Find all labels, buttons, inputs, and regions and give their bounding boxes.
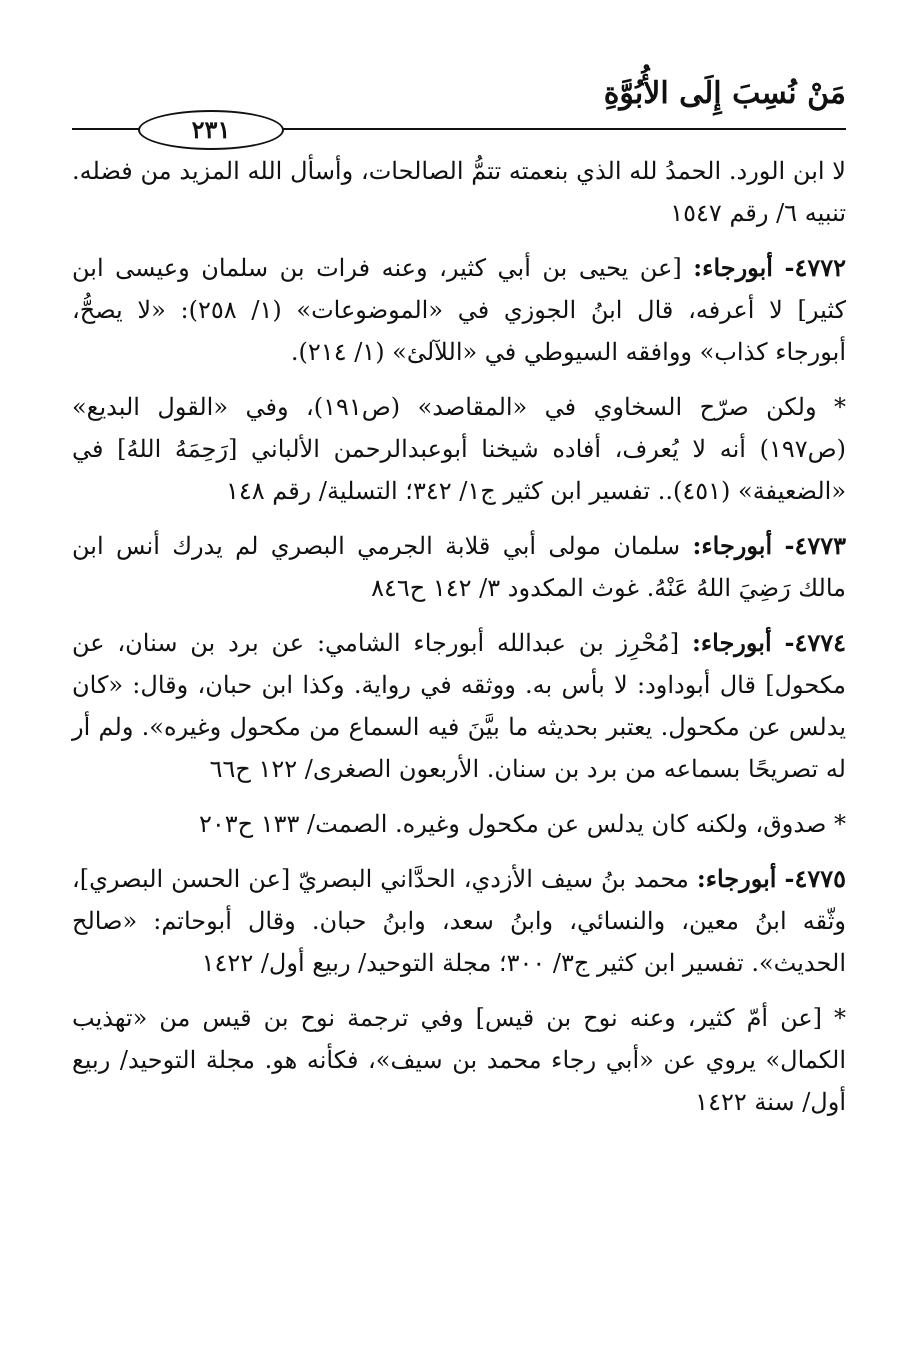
paragraph-intro [72, 150, 846, 234]
entry-label: أبورجاء: [696, 864, 777, 893]
note-text: * [عن أمّ كثير، وعنه نوح بن قيس] وفي ترجمة نوح بن قيس من «تهذيب الكمال» يروي عن «أبي رجاء محمد بن سيف»، فكأنه هو. مجلة التوحيد/ ربيع أول/ سنة ١٤٢٢ [72, 1004, 846, 1116]
paragraph-text: لا ابن الورد. الحمدُ لله الذي بنعمته تتمُّ الصالحات، وأسأل الله المزيد من فضله. تنبيه ٦/ رقم ١٥٤٧ [72, 157, 846, 227]
note-4775 [72, 992, 846, 1123]
entry-text: [مُحْرِز بن عبدالله أبورجاء الشامي: عن برد بن سنان، عن مكحول] قال أبوداود: لا بأس به. ووثقه في رواية. وكذا ابن حبان، وقال: «كان يدلس عن مكحول. يعتبر بحديثه ما بيَّنَ فيه السماع من مكحول وغيره». ولم أر له تصريحًا بسماعه من برد بن سنان. الأربعون الصغرى/ ١٢٢ ح٦٦ [72, 629, 847, 783]
page-body [72, 150, 846, 1131]
entry-number: ٤٧٧٢- [784, 253, 846, 282]
entry-text: محمد بنُ سيف الأزدي، الحدَّاني البصريّ [عن الحسن البصري]، وثّقه ابنُ معين، والنسائي، وابنُ سعد، وابنُ حبان. وقال أبوحاتم: «صالح الحديث». تفسير ابن كثير ج٣/ ٣٠٠؛ مجلة التوحيد/ ربيع أول/ ١٤٢٢ [72, 865, 846, 977]
entry-4773 [72, 520, 846, 609]
entry-number: ٤٧٧٥- [784, 864, 846, 893]
note-4774 [72, 798, 846, 845]
entry-label: أبورجاء: [691, 628, 772, 657]
page-number: ٢٣١ [138, 110, 284, 150]
entry-4774 [72, 617, 846, 790]
note-4772 [72, 381, 846, 512]
note-text: * ولكن صرّح السخاوي في «المقاصد» (ص١٩١)، وفي «القول البديع» (ص١٩٧) أنه لا يُعرف، أفاده شيخنا أبوعبدالرحمن الألباني [رَحِمَهُ اللهُ] في «الضعيفة» (٤٥١).. تفسير ابن كثير ج١/ ٣٤٢؛ التسلية/ رقم ١٤٨ [72, 393, 846, 505]
page-header [72, 70, 846, 144]
note-text: * صدوق، ولكنه كان يدلس عن مكحول وغيره. الصمت/ ١٣٣ ح٢٠٣ [198, 810, 846, 838]
entry-number: ٤٧٧٣- [784, 531, 846, 560]
entry-number: ٤٧٧٤- [784, 628, 846, 657]
entry-label: أبورجاء: [692, 531, 773, 560]
running-title: مَنْ نُسِبَ إِلَى الأُبُوَّةِ [603, 76, 846, 111]
entry-4772 [72, 242, 846, 373]
entry-text: [عن يحيى بن أبي كثير، وعنه فرات بن سلمان وعيسى ابن كثير] لا أعرفه، قال ابنُ الجوزي في «الموضوعات» (١/ ٢٥٨): «لا يصحُّ، أبورجاء كذاب» ووافقه السيوطي في «اللآلئ» (١/ ٢١٤). [72, 254, 847, 366]
entry-label: أبورجاء: [693, 253, 773, 282]
entry-text: سلمان مولى أبي قلابة الجرمي البصري لم يدرك أنس ابن مالك رَضِيَ اللهُ عَنْهُ. غوث المكدود ٣/ ١٤٢ ح٨٤٦ [72, 532, 846, 602]
entry-4775 [72, 853, 846, 984]
